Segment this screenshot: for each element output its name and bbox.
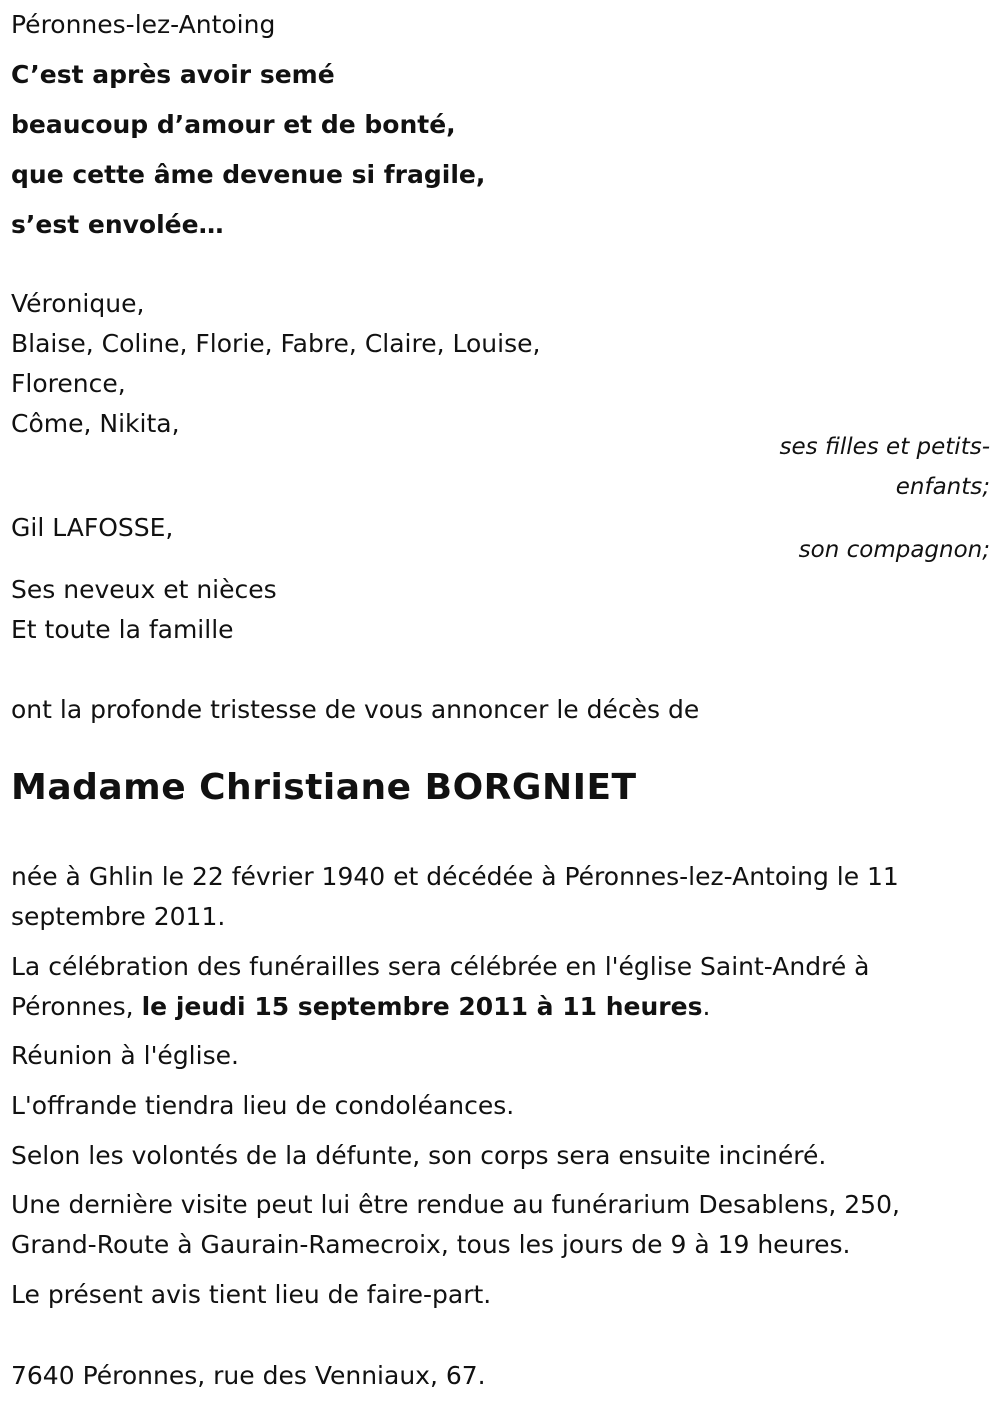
notice-text: Le présent avis tient lieu de faire-part. (11, 1280, 492, 1309)
poem-line-2: beaucoup d’amour et de bonté, (11, 110, 456, 139)
meeting-text: Réunion à l'église. (11, 1041, 239, 1070)
poem-line-4: s’est envolée… (11, 210, 224, 239)
offering-text: L'offrande tiendra lieu de condoléances. (11, 1091, 515, 1120)
poem-line-3: que cette âme devenue si fragile, (11, 160, 486, 189)
cremation-text: Selon les volontés de la défunte, son corps sera ensuite incinéré. (11, 1141, 827, 1170)
birth-death-details: née à Ghlin le 22 février 1940 et décédée à Péronnes-lez-Antoing le 11 septembre 2011. (11, 862, 899, 931)
family-daughters-line-4: Côme, Nikita, (11, 409, 180, 438)
family-daughters-line-2: Blaise, Coline, Florie, Fabre, Claire, Louise, (11, 329, 541, 358)
announcement-text: ont la profonde tristesse de vous annoncer le décès de (11, 695, 700, 724)
family-others-line-2: Et toute la famille (11, 615, 234, 644)
family-others-line-1: Ses neveux et nièces (11, 575, 277, 604)
visit-text: Une dernière visite peut lui être rendue au funérarium Desablens, 250, Grand-Route à Gaurain-Ramecroix, tous les jours de 9 à 19 heures. (11, 1190, 900, 1259)
ceremony-date: le jeudi 15 septembre 2011 à 11 heures (141, 992, 703, 1021)
ceremony-details (11, 947, 971, 1027)
ceremony-suffix: . (702, 992, 711, 1021)
ceremony-prefix: La célébration des funérailles sera célébrée en l'église Saint-André à Péronnes, (11, 952, 870, 1021)
deceased-name: Madame Christiane BORGNIET (11, 767, 637, 808)
daughters-role-line-2: enfants; (895, 474, 990, 500)
daughters-role-line-1: ses filles et petits- (779, 434, 990, 460)
companion-name: Gil LAFOSSE, (11, 513, 174, 542)
poem-line-1: C’est après avoir semé (11, 60, 335, 89)
family-daughters-line-1: Véronique, (11, 289, 145, 318)
companion-role: son compagnon; (798, 537, 990, 563)
address-text: 7640 Péronnes, rue des Venniaux, 67. (11, 1361, 486, 1390)
family-daughters-line-3: Florence, (11, 369, 126, 398)
location-heading: Péronnes-lez-Antoing (11, 10, 276, 39)
